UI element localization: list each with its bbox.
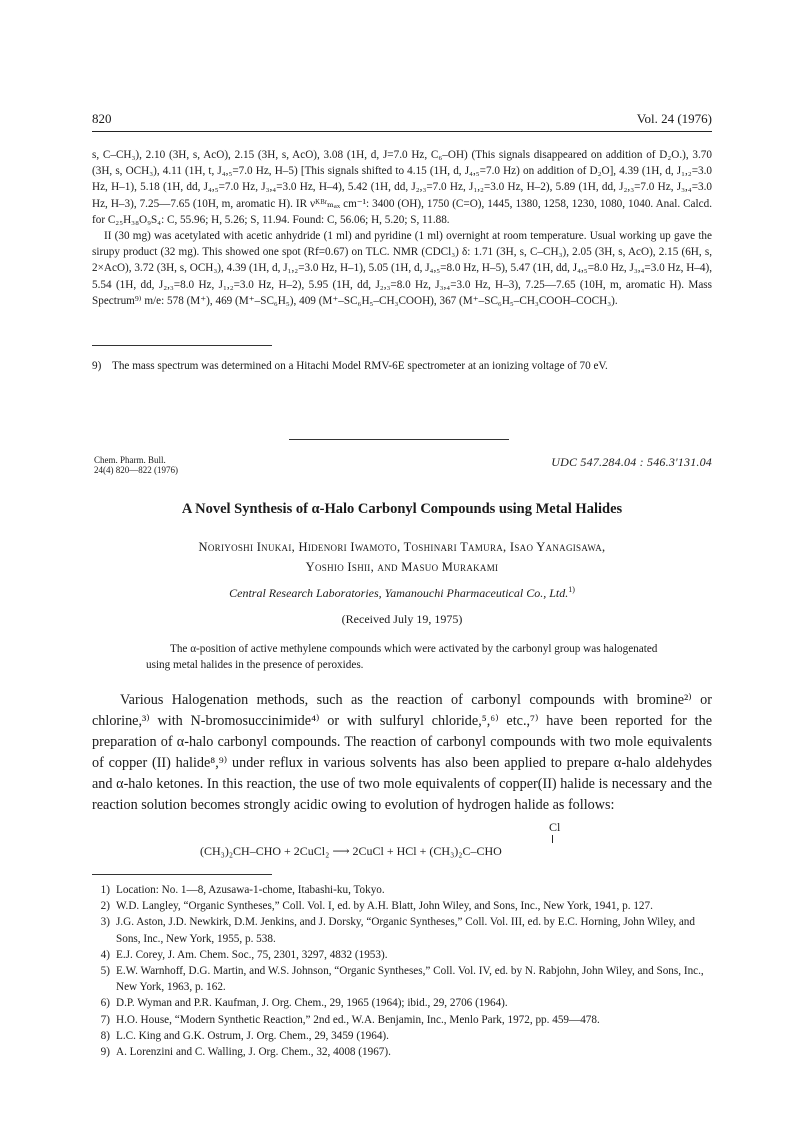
- reference-text: Location: No. 1—8, Azusawa-1-chome, Itabashi-ku, Tokyo.: [116, 884, 385, 896]
- page-number: 820: [92, 111, 112, 126]
- reference-text: W.D. Langley, “Organic Syntheses,” Coll. Vol. I, ed. by A.H. Blatt, John Wiley, and Sons, Inc., New York, 1941, p. 127.: [116, 900, 653, 913]
- bond-line: [552, 835, 553, 843]
- reference-text: H.O. House, “Modern Synthetic Reaction,” 2nd ed., W.A. Benjamin, Inc., Menlo Park, 1972, pp. 459—478.: [116, 1013, 600, 1026]
- reference-item: [92, 995, 712, 1011]
- reference-number: 7): [100, 1013, 110, 1026]
- reference-text: A. Lorenzini and C. Walling, J. Org. Chem., 32, 4008 (1967).: [116, 1046, 391, 1059]
- reference-item: [92, 963, 712, 995]
- reference-number: 8): [100, 1029, 110, 1042]
- reference-item: [92, 1044, 712, 1060]
- continuation-paragraph-2: II (30 mg) was acetylated with acetic anhydride (1 ml) and pyridine (1 ml) overnight at room temperature. Usual working up gave the sirupy product (32 mg). This showed one spot (Rf=0.67) on TLC. NMR (CDCl₃) δ: 1.71 (3H, s, C–CH₃), 2.05 (3H, s, AcO), 2.15 (6H, s, 2×AcO), 3.72 (3H, s, OCH₃), 4.39 (1H, d, J₁,₂=3.0 Hz, H–1), 5.05 (1H, d, J₄,₅=8.0 Hz, H–5), 5.47 (1H, dd, J₄,₅=8.0 Hz, J₃,₄=3.0 Hz, H–4), 5.54 (1H, dd, J₂,₃=8.0 Hz, J₁,₂=3.0 Hz, H–2), 5.95 (1H, dd, J₂,₃=8.0 Hz, J₃,₄=3.0 Hz, H–3), 7.25—7.65 (10H, m, aromatic H). Mass Spectrum⁹⁾ m/e: 578 (M⁺), 469 (M⁺–SC₆H₅), 409 (M⁺–SC₆H₅–CH₃COOH), 367 (M⁺–SC₆H₅–CH₃COOH–COCH₃).: [92, 230, 712, 307]
- body-text: [92, 690, 712, 816]
- udc-code: UDC 547.284.04 : 546.3'131.04: [551, 455, 712, 469]
- abstract: [146, 641, 666, 673]
- reference-number: 1): [100, 884, 110, 896]
- authors-line-2: Yoshio Ishii, and Masuo Murakami: [305, 560, 499, 574]
- reference-text: J.G. Aston, J.D. Newkirk, D.M. Jenkins, and J. Dorsky, “Organic Syntheses,” Coll. Vol. III, ed. by E.C. Horning, John Wiley, and Sons, Inc., New York, 1955, p. 538.: [116, 916, 695, 945]
- authors-line-1: Noriyoshi Inukai, Hidenori Iwamoto, Toshinari Tamura, Isao Yanagisawa,: [198, 540, 606, 554]
- footnote-text: The mass spectrum was determined on a Hitachi Model RMV-6E spectrometer at an ionizing voltage of 70 eV.: [112, 360, 608, 372]
- reference-number: 2): [100, 900, 110, 913]
- volume-label: Vol. 24 (1976): [636, 111, 712, 126]
- chlorine-substituent: Cl: [549, 820, 561, 834]
- journal-citation: [94, 455, 224, 475]
- reference-text: L.C. King and G.K. Ostrum, J. Org. Chem., 29, 3459 (1964).: [116, 1029, 389, 1042]
- reference-number: 3): [100, 916, 110, 929]
- article-title: A Novel Synthesis of α-Halo Carbonyl Compounds using Metal Halides: [181, 501, 623, 517]
- reference-item: [92, 914, 712, 946]
- reference-number: 4): [100, 948, 110, 961]
- previous-article-continuation: [92, 147, 712, 309]
- reference-item: [92, 1028, 712, 1044]
- affiliation-text: Central Research Laboratories, Yamanouchi Pharmaceutical Co., Ltd.: [229, 586, 569, 600]
- running-header: [92, 111, 712, 131]
- reference-number: 6): [100, 997, 110, 1010]
- header-rule: [92, 131, 712, 132]
- equation-text: (CH₃)₂CH–CHO + 2CuCl₂ ⟶ 2CuCl + HCl + (CH₃)₂C–CHO: [200, 844, 502, 858]
- continuation-paragraph-1: s, C–CH₃), 2.10 (3H, s, AcO), 2.15 (3H, s, AcO), 3.08 (1H, d, J=7.0 Hz, C₆–OH) (This signals disappeared on addition of D₂O.), 3.70 (3H, s, OCH₃), 4.11 (1H, t, J₄,₅=7.0 Hz, H–5) [This signals shifted to 4.15 (1H, d, J₄,₅=7.0 Hz) on addition of D₂O], 4.39 (1H, d, J₁,₂=3.0 Hz, H–1), 5.18 (1H, dd, J₄,₅=7.0 Hz, J₃,₄=3.0 Hz, H–4), 5.42 (1H, dd, J₂,₃=7.0 Hz, J₁,₂=3.0 Hz, H–2), 5.89 (1H, dd, J₂,₃=7.0 Hz, J₃,₄=3.0 Hz, H–3), 7.25—7.65 (10H, m, aromatic H). IR νᴷᴮʳₘₐₓ cm⁻¹: 3400 (OH), 1750 (C=O), 1445, 1380, 1258, 1230, 1080, 1040. Anal. Calcd. for C₂₅H₃₈O₉S₄: C, 55.96; H, 5.26; S, 11.94. Found: C, 56.06; H, 5.20; S, 11.88.: [92, 149, 712, 226]
- affiliation-note: 1): [568, 585, 575, 594]
- affiliation: [92, 585, 712, 601]
- reference-item: [92, 947, 712, 963]
- reference-text: D.P. Wyman and P.R. Kaufman, J. Org. Chem., 29, 1965 (1964); ibid., 29, 2706 (1964).: [116, 997, 508, 1010]
- reference-item: [92, 882, 712, 898]
- received-date: (Received July 19, 1975): [341, 612, 463, 626]
- reference-text: E.J. Corey, J. Am. Chem. Soc., 75, 2301, 3297, 4832 (1953).: [116, 948, 388, 961]
- reference-text: E.W. Warnhoff, D.G. Martin, and W.S. Johnson, “Organic Syntheses,” Coll. Vol. IV, ed. by N. Rabjohn, John Wiley, and Sons, Inc., New York, 1963, p. 162.: [116, 965, 704, 994]
- article-separator: [289, 439, 509, 440]
- citation-line-1: Chem. Pharm. Bull.: [94, 455, 166, 465]
- reference-item: [92, 1012, 712, 1028]
- reference-number: 9): [100, 1046, 110, 1059]
- reaction-equation: [200, 820, 620, 864]
- abstract-text: The α-position of active methylene compounds which were activated by the carbonyl group was halogenated using metal halides in the presence of peroxides.: [146, 643, 658, 671]
- footnote-number: 9): [92, 360, 102, 372]
- references-list: [92, 882, 712, 1060]
- reference-item: [92, 898, 712, 914]
- reference-number: 5): [100, 965, 110, 978]
- body-paragraph: Various Halogenation methods, such as the reaction of carbonyl compounds with bromine²⁾ or chlorine,³⁾ with N-bromosuccinimide⁴⁾ or with sulfuryl chloride,⁵,⁶⁾ etc.,⁷⁾ have been reported for the preparation of α-halo carbonyl compounds. The reaction of carbonyl compounds with two mole equivalents of copper (II) halide⁸,⁹⁾ under reflux in various solvents has also been applied to prepare α-halo aldehydes and α-halo ketones. In this reaction, the use of two mole equivalents of copper(II) halide is necessary and the reaction solution becomes strongly acidic owing to evolution of hydrogen halide as follows:: [92, 692, 712, 813]
- citation-line-2: 24(4) 820—822 (1976): [94, 465, 178, 475]
- author-list: [92, 537, 712, 577]
- references-rule: [92, 874, 272, 875]
- footnote-9: [92, 358, 712, 374]
- footnote-rule: [92, 345, 272, 346]
